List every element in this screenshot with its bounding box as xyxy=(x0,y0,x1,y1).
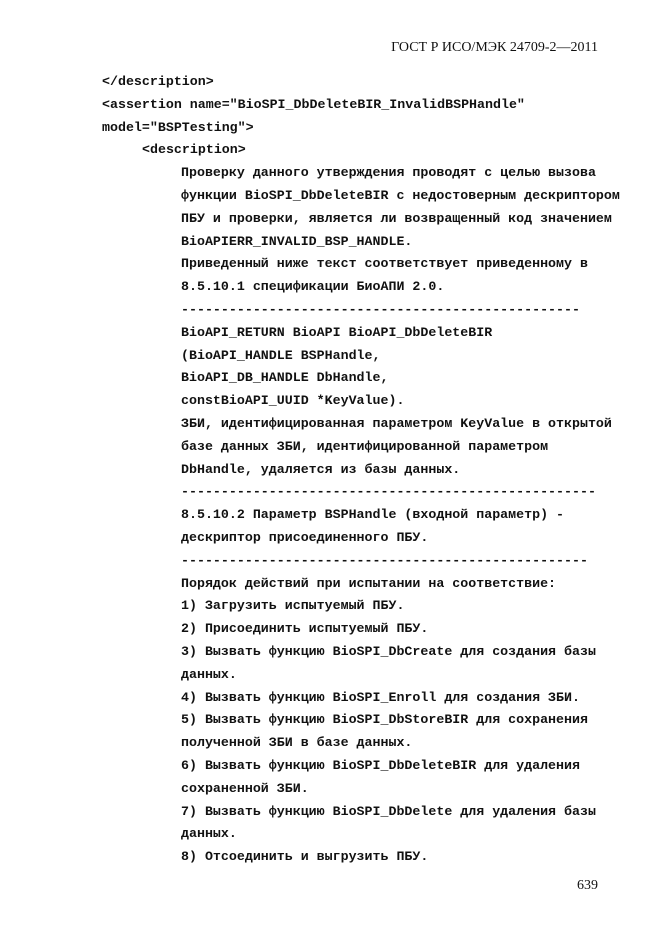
document-header: ГОСТ Р ИСО/МЭК 24709-2—2011 xyxy=(391,40,598,55)
text-line: сохраненной ЗБИ. xyxy=(181,780,309,796)
text-line: DbHandle, удаляется из базы данных. xyxy=(181,461,461,477)
text-line: Проверку данного утверждения проводят с целью вызова xyxy=(181,165,596,181)
text-line: базе данных ЗБИ, идентифицированной параметром xyxy=(181,438,549,454)
text-line: полученной ЗБИ в базе данных. xyxy=(181,735,413,751)
text-line: BioAPI_DB_HANDLE DbHandle, xyxy=(181,370,389,386)
text-line: 7) Вызвать функцию BioSPI_DbDelete для удаления базы xyxy=(181,803,596,819)
text-line: дескриптор присоединенного ПБУ. xyxy=(181,529,429,545)
text-line: constBioAPI_UUID *KeyValue). xyxy=(181,393,405,409)
text-line: (BioAPI_HANDLE BSPHandle, xyxy=(181,347,381,363)
code-listing xyxy=(0,71,661,869)
text-line: <description> xyxy=(142,142,246,158)
text-line: </description> xyxy=(102,74,214,89)
text-line: функции BioSPI_DbDeleteBIR с недостоверным дескриптором xyxy=(181,187,620,203)
text-line: BioAPI_RETURN BioAPI BioAPI_DbDeleteBIR xyxy=(181,324,493,340)
text-line: ---------------------------------------------------- xyxy=(181,484,596,500)
text-line: model="BSPTesting"> xyxy=(102,119,254,135)
text-line: 5) Вызвать функцию BioSPI_DbStoreBIR для сохранения xyxy=(181,712,588,728)
text-line: данных. xyxy=(181,826,237,842)
text-line: ПБУ и проверки, является ли возвращенный код значением xyxy=(181,210,612,226)
text-line: -------------------------------------------------- xyxy=(181,301,580,317)
text-line: --------------------------------------------------- xyxy=(181,552,588,568)
text-line: 1) Загрузить испытуемый ПБУ. xyxy=(181,598,405,614)
text-line: Приведенный ниже текст соответствует приведенному в xyxy=(181,256,588,272)
page-number: 639 xyxy=(577,878,598,893)
text-line: 8.5.10.1 спецификации БиоАПИ 2.0. xyxy=(181,279,445,295)
text-line: Порядок действий при испытании на соответствие: xyxy=(181,575,557,591)
text-line: 6) Вызвать функцию BioSPI_DbDeleteBIR для удаления xyxy=(181,757,580,773)
text-line: 4) Вызвать функцию BioSPI_Enroll для создания ЗБИ. xyxy=(181,689,580,705)
text-line: 3) Вызвать функцию BioSPI_DbCreate для создания базы xyxy=(181,643,596,659)
text-line: 2) Присоединить испытуемый ПБУ. xyxy=(181,621,429,637)
text-line: ЗБИ, идентифицированная параметром KeyValue в открытой xyxy=(181,415,612,431)
text-line: 8) Отсоединить и выгрузить ПБУ. xyxy=(181,849,429,865)
text-line: BioAPIERR_INVALID_BSP_HANDLE. xyxy=(181,233,413,249)
text-line: <assertion name="BioSPI_DbDeleteBIR_InvalidBSPHandle" xyxy=(102,96,525,112)
text-line: данных. xyxy=(181,666,237,682)
text-line: 8.5.10.2 Параметр BSPHandle (входной параметр) - xyxy=(181,507,565,523)
